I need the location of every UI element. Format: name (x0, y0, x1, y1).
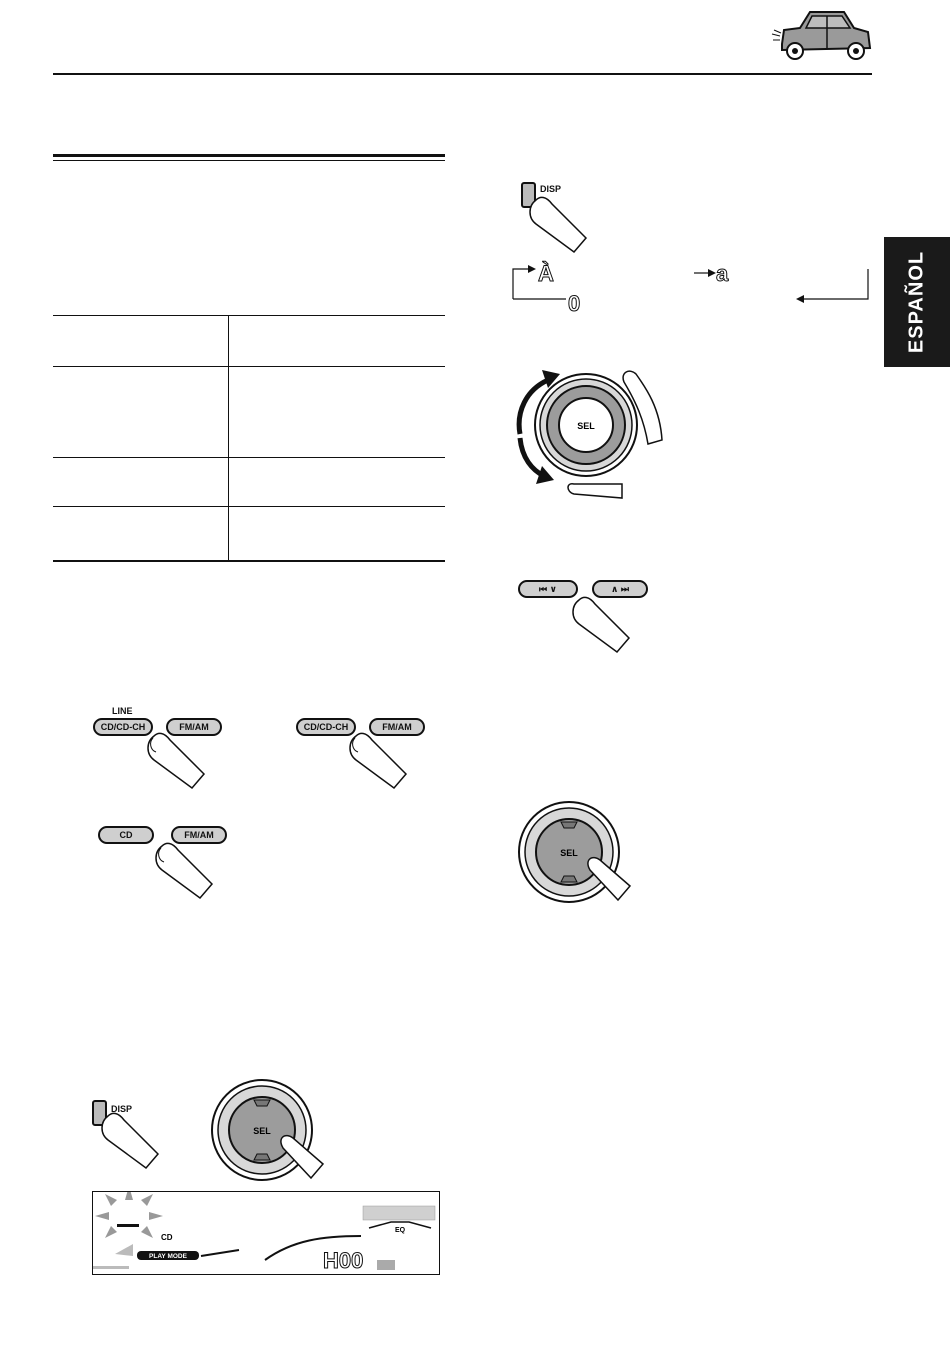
sel-label: SEL (253, 1126, 271, 1136)
finger-icon (342, 730, 412, 792)
char-first: À (538, 261, 554, 286)
cd-cdch-button[interactable]: CD/CD-CH (93, 718, 153, 736)
lcd-digits: H00 (323, 1248, 364, 1273)
sel-right-label: SEL (560, 848, 578, 858)
table-row-divider (53, 315, 445, 316)
char-third: 0 (568, 291, 581, 315)
table-column-divider (228, 315, 229, 560)
table-row-divider (53, 506, 445, 507)
cd-cdch-button-2[interactable]: CD/CD-CH (296, 718, 356, 736)
table-row-divider (53, 457, 445, 458)
finger-icon (565, 594, 635, 656)
lcd-eq-label: EQ (394, 1227, 406, 1234)
disp-label: DISP (111, 1104, 133, 1114)
fmam-button-3[interactable]: FM/AM (171, 826, 227, 844)
lcd-cd-label: CD (161, 1233, 173, 1242)
finger-icon (522, 194, 592, 256)
section-rule-bottom (53, 160, 445, 161)
skip-forward-icon: ∧ ⏭ (611, 584, 629, 594)
finger-icon (148, 840, 218, 902)
char-cycle-diagram (508, 255, 874, 315)
sel-dial[interactable] (205, 1078, 330, 1193)
table-bottom-rule (53, 560, 445, 562)
language-tab (884, 237, 950, 367)
lcd-display (92, 1191, 440, 1275)
char-second: a (716, 261, 729, 286)
table-row-divider (53, 366, 445, 367)
car-icon (770, 4, 876, 66)
language-tab-label: ESPAÑOL (905, 250, 928, 354)
finger-icon (94, 1110, 164, 1172)
fmam-button[interactable]: FM/AM (166, 718, 222, 736)
finger-icon (140, 730, 210, 792)
lcd-play-mode-label: PLAY MODE (149, 1253, 187, 1260)
fmam-button-2[interactable]: FM/AM (369, 718, 425, 736)
disp-label-right: DISP (540, 184, 562, 194)
section-rule-top (53, 154, 445, 157)
line-label: LINE (112, 706, 133, 716)
skip-back-icon: ⏮ ∨ (539, 584, 557, 594)
cd-button[interactable]: CD (98, 826, 154, 844)
rotary-sel-label: SEL (577, 421, 595, 431)
blink-burst-icon (95, 1192, 163, 1238)
header-rule (53, 73, 872, 75)
sel-dial-right[interactable] (512, 800, 637, 915)
rotary-dial[interactable] (512, 360, 682, 510)
